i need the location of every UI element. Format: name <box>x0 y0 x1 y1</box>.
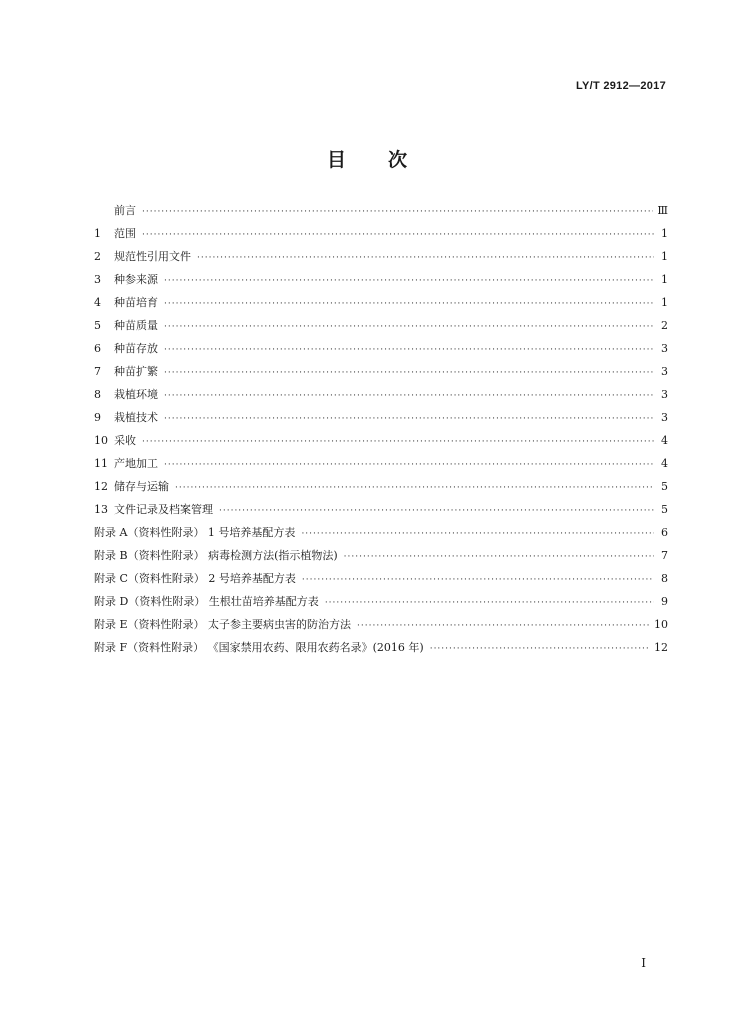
toc-entry[interactable] <box>94 593 668 616</box>
toc-label: 储存与运输 <box>114 480 169 493</box>
toc-page: 12 <box>654 641 668 654</box>
toc-number: 11 <box>94 457 108 470</box>
toc-entry[interactable] <box>94 478 668 501</box>
toc-label: 附录 F（资料性附录） 《国家禁用农药、限用农药名录》(2016 年) <box>94 641 424 654</box>
toc-leader <box>325 598 654 608</box>
toc-leader <box>164 391 654 401</box>
toc-number: 13 <box>94 503 108 516</box>
toc-entry[interactable] <box>94 547 668 570</box>
toc-label: 采收 <box>114 434 136 447</box>
toc-label: 附录 C（资料性附录） 2 号培养基配方表 <box>94 572 296 585</box>
toc-leader <box>142 437 654 447</box>
toc-label: 种苗扩繁 <box>114 365 158 378</box>
toc-label: 前言 <box>114 204 136 217</box>
toc-page: 5 <box>661 480 668 493</box>
toc-leader <box>175 483 654 493</box>
toc-leader <box>164 322 654 332</box>
toc-entry[interactable] <box>94 363 668 386</box>
toc-label: 种苗质量 <box>114 319 158 332</box>
toc-number: 9 <box>94 411 101 424</box>
toc-entry[interactable] <box>94 248 668 271</box>
toc-entry[interactable] <box>94 432 668 455</box>
toc-label: 附录 E（资料性附录） 太子参主要病虫害的防治方法 <box>94 618 352 631</box>
page-title-right: 次 <box>388 149 408 171</box>
toc-page: 3 <box>661 388 668 401</box>
toc-entry[interactable] <box>94 524 668 547</box>
toc-leader <box>164 299 654 309</box>
toc-number: 2 <box>94 250 101 263</box>
toc-entry[interactable] <box>94 639 668 662</box>
toc-leader <box>142 207 653 217</box>
toc-entry[interactable] <box>94 570 668 593</box>
toc-leader <box>430 644 650 654</box>
toc-entry[interactable] <box>94 340 668 363</box>
toc-label: 产地加工 <box>114 457 158 470</box>
toc-entry[interactable] <box>94 501 668 524</box>
toc-page: 1 <box>661 227 668 240</box>
toc-page: 5 <box>661 503 668 516</box>
toc-leader <box>357 621 650 631</box>
toc-page: 7 <box>661 549 668 562</box>
toc-entry[interactable] <box>94 202 668 225</box>
toc-page: 4 <box>661 457 668 470</box>
toc-entry[interactable] <box>94 225 668 248</box>
toc-page: 10 <box>654 618 668 631</box>
table-of-contents <box>94 202 668 662</box>
toc-leader <box>164 345 654 355</box>
toc-label: 附录 D（资料性附录） 生根壮苗培养基配方表 <box>94 595 319 608</box>
toc-number: 1 <box>94 227 101 240</box>
toc-page: 2 <box>661 319 668 332</box>
toc-number: 5 <box>94 319 101 332</box>
toc-leader <box>301 529 654 539</box>
toc-leader <box>302 575 654 585</box>
toc-entry[interactable] <box>94 271 668 294</box>
page-title-left: 目 <box>326 149 346 171</box>
toc-label: 种苗培育 <box>114 296 158 309</box>
toc-number: 7 <box>94 365 101 378</box>
page-title <box>0 145 734 172</box>
toc-label: 规范性引用文件 <box>114 250 191 263</box>
toc-number: 10 <box>94 434 108 447</box>
toc-label: 种苗存放 <box>114 342 158 355</box>
toc-label: 种参来源 <box>114 273 158 286</box>
toc-leader <box>142 230 654 240</box>
toc-page: 1 <box>661 296 668 309</box>
toc-label: 栽植环境 <box>114 388 158 401</box>
toc-number: 8 <box>94 388 101 401</box>
toc-number: 12 <box>94 480 108 493</box>
toc-leader <box>164 276 654 286</box>
toc-page: Ⅲ <box>657 204 668 217</box>
toc-page: 6 <box>661 526 668 539</box>
toc-leader <box>219 506 654 516</box>
toc-leader <box>344 552 654 562</box>
toc-number: 6 <box>94 342 101 355</box>
toc-page: 3 <box>661 411 668 424</box>
toc-label: 栽植技术 <box>114 411 158 424</box>
toc-leader <box>197 253 654 263</box>
toc-entry[interactable] <box>94 386 668 409</box>
toc-label: 文件记录及档案管理 <box>114 503 213 516</box>
toc-entry[interactable] <box>94 294 668 317</box>
toc-entry[interactable] <box>94 455 668 478</box>
toc-entry[interactable] <box>94 616 668 639</box>
toc-page: 9 <box>661 595 668 608</box>
toc-number: 4 <box>94 296 101 309</box>
toc-page: 4 <box>661 434 668 447</box>
toc-entry[interactable] <box>94 409 668 432</box>
toc-page: 1 <box>661 273 668 286</box>
toc-leader <box>164 460 654 470</box>
page-number: I <box>641 956 646 970</box>
toc-leader <box>164 368 654 378</box>
standard-code: LY/T 2912—2017 <box>575 80 666 92</box>
toc-page: 3 <box>661 342 668 355</box>
toc-label: 附录 A（资料性附录） 1 号培养基配方表 <box>94 526 296 539</box>
toc-label: 范围 <box>114 227 136 240</box>
toc-label: 附录 B（资料性附录） 病毒检测方法(指示植物法) <box>94 549 338 562</box>
toc-number: 3 <box>94 273 101 286</box>
toc-page: 1 <box>661 250 668 263</box>
toc-page: 8 <box>661 572 668 585</box>
toc-page: 3 <box>661 365 668 378</box>
toc-entry[interactable] <box>94 317 668 340</box>
toc-leader <box>164 414 654 424</box>
